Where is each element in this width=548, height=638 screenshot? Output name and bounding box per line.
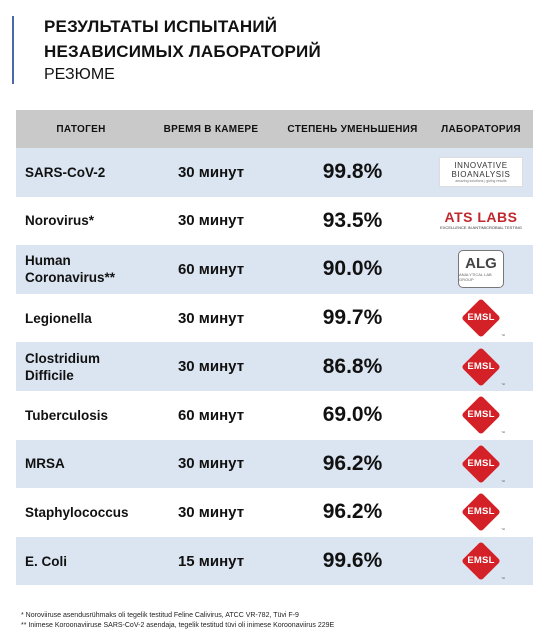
pathogen-cell: Norovirus*: [25, 213, 95, 229]
trademark-mark: ™: [501, 527, 505, 533]
time-cell: 30 минут: [177, 455, 245, 473]
lab-cell: [429, 148, 533, 197]
innovative-logo-line2: BIOANALYSIS: [451, 169, 511, 179]
pathogen-cell: Human Coronavirus**: [25, 253, 116, 286]
reduction-cell: 69.0%: [322, 403, 383, 427]
time-cell: 15 минут: [177, 552, 245, 570]
table-row: [16, 440, 533, 489]
lab-cell: [429, 440, 533, 489]
lab-cell: [429, 294, 533, 343]
table-row: [16, 148, 533, 197]
table-row: [16, 391, 533, 440]
results-table: [16, 110, 533, 585]
lab-cell: [429, 391, 533, 440]
footnotes: [21, 611, 334, 631]
lab-cell: [429, 342, 533, 391]
emsl-logo-name: EMSL: [467, 360, 495, 372]
table-header-row: [16, 110, 533, 148]
pathogen-cell: Clostridium Difficile: [25, 350, 101, 383]
page-title: [44, 14, 321, 64]
title-line-2: НЕЗАВИСИМЫХ ЛАБОРАТОРИЙ: [44, 42, 321, 61]
lab-cell: [429, 537, 533, 586]
time-cell: 30 минут: [177, 358, 245, 376]
page-subtitle: РЕЗЮМЕ: [44, 66, 115, 83]
time-cell: 60 минут: [177, 406, 245, 424]
reduction-cell: 96.2%: [322, 451, 383, 475]
trademark-mark: ™: [501, 381, 505, 387]
emsl-logo-name: EMSL: [467, 506, 495, 518]
trademark-mark: ™: [501, 478, 505, 484]
emsl-logo-name: EMSL: [467, 312, 495, 324]
emsl-logo: [461, 541, 505, 582]
trademark-mark: ™: [501, 576, 505, 582]
ats-logo-name: ATS LABS: [444, 209, 518, 226]
reduction-cell: 99.7%: [322, 306, 383, 330]
reduction-cell: 86.8%: [322, 354, 383, 378]
trademark-mark: ™: [501, 333, 505, 339]
pathogen-cell: MRSA: [25, 456, 65, 472]
emsl-logo: [461, 492, 505, 533]
column-header-lab: ЛАБОРАТОРИЯ: [441, 123, 521, 135]
reduction-cell: 90.0%: [322, 257, 383, 281]
time-cell: 30 минут: [177, 163, 245, 181]
lab-cell: [429, 197, 533, 246]
table-row: [16, 197, 533, 246]
lab-cell: [429, 245, 533, 294]
time-cell: 30 минут: [177, 309, 245, 327]
innovative-logo-line1: INNOVATIVE: [454, 160, 508, 170]
reduction-cell: 96.2%: [322, 500, 383, 524]
table-body: [16, 148, 533, 585]
emsl-logo: [461, 395, 505, 436]
emsl-logo-name: EMSL: [467, 457, 495, 469]
table-row: [16, 245, 533, 294]
column-header-reduction: СТЕПЕНЬ УМЕНЬШЕНИЯ: [287, 123, 418, 135]
footnote-1: * Noroviiruse asendusrühmaks oli tegelik testitud Feline Calivirus, ATCC VR-782, Tüvi F-9: [21, 612, 299, 619]
trademark-mark: ™: [501, 430, 505, 436]
emsl-logo: [461, 444, 505, 484]
ats-labs-logo: [440, 210, 522, 231]
pathogen-cell: Staphylococcus: [25, 504, 129, 520]
alg-logo-name: ALG: [465, 255, 497, 273]
reduction-cell: 99.6%: [322, 549, 383, 573]
emsl-logo: [461, 347, 505, 387]
innovative-logo-tagline: amazing solutions | giving results: [455, 178, 507, 183]
alg-logo: [458, 250, 504, 288]
innovative-bioanalysis-logo: [439, 157, 523, 187]
column-header-time: ВРЕМЯ В КАМЕРЕ: [163, 123, 259, 135]
pathogen-cell: E. Coli: [25, 553, 68, 569]
ats-logo-tagline: EXCELLENCE IN ANTIMICROBIAL TESTING: [440, 225, 522, 231]
table-row: [16, 342, 533, 391]
title-line-1: РЕЗУЛЬТАТЫ ИСПЫТАНИЙ: [44, 17, 278, 36]
column-header-pathogen: ПАТОГЕН: [56, 123, 106, 135]
alg-logo-tagline: ANALYTICAL LAB GROUP: [459, 272, 492, 283]
lab-cell: [429, 488, 533, 537]
emsl-logo-name: EMSL: [467, 409, 495, 421]
title-accent-bar: [12, 16, 14, 84]
table-row: [16, 537, 533, 586]
pathogen-cell: Legionella: [25, 310, 92, 326]
pathogen-cell: Tuberculosis: [25, 407, 109, 423]
emsl-logo-name: EMSL: [467, 555, 495, 567]
time-cell: 30 минут: [177, 503, 245, 521]
reduction-cell: 99.8%: [322, 160, 383, 184]
time-cell: 60 минут: [177, 260, 245, 278]
pathogen-cell: SARS-CoV-2: [25, 164, 106, 180]
table-row: [16, 488, 533, 537]
footnote-2: ** Inimese Koroonaviiruse SARS-CoV-2 asendaja, tegelik testitud tüvi oli inimese Koroonaviirus 229E: [21, 622, 335, 629]
time-cell: 30 минут: [177, 212, 245, 230]
table-row: [16, 294, 533, 343]
emsl-logo: [461, 298, 505, 339]
reduction-cell: 93.5%: [322, 208, 383, 232]
